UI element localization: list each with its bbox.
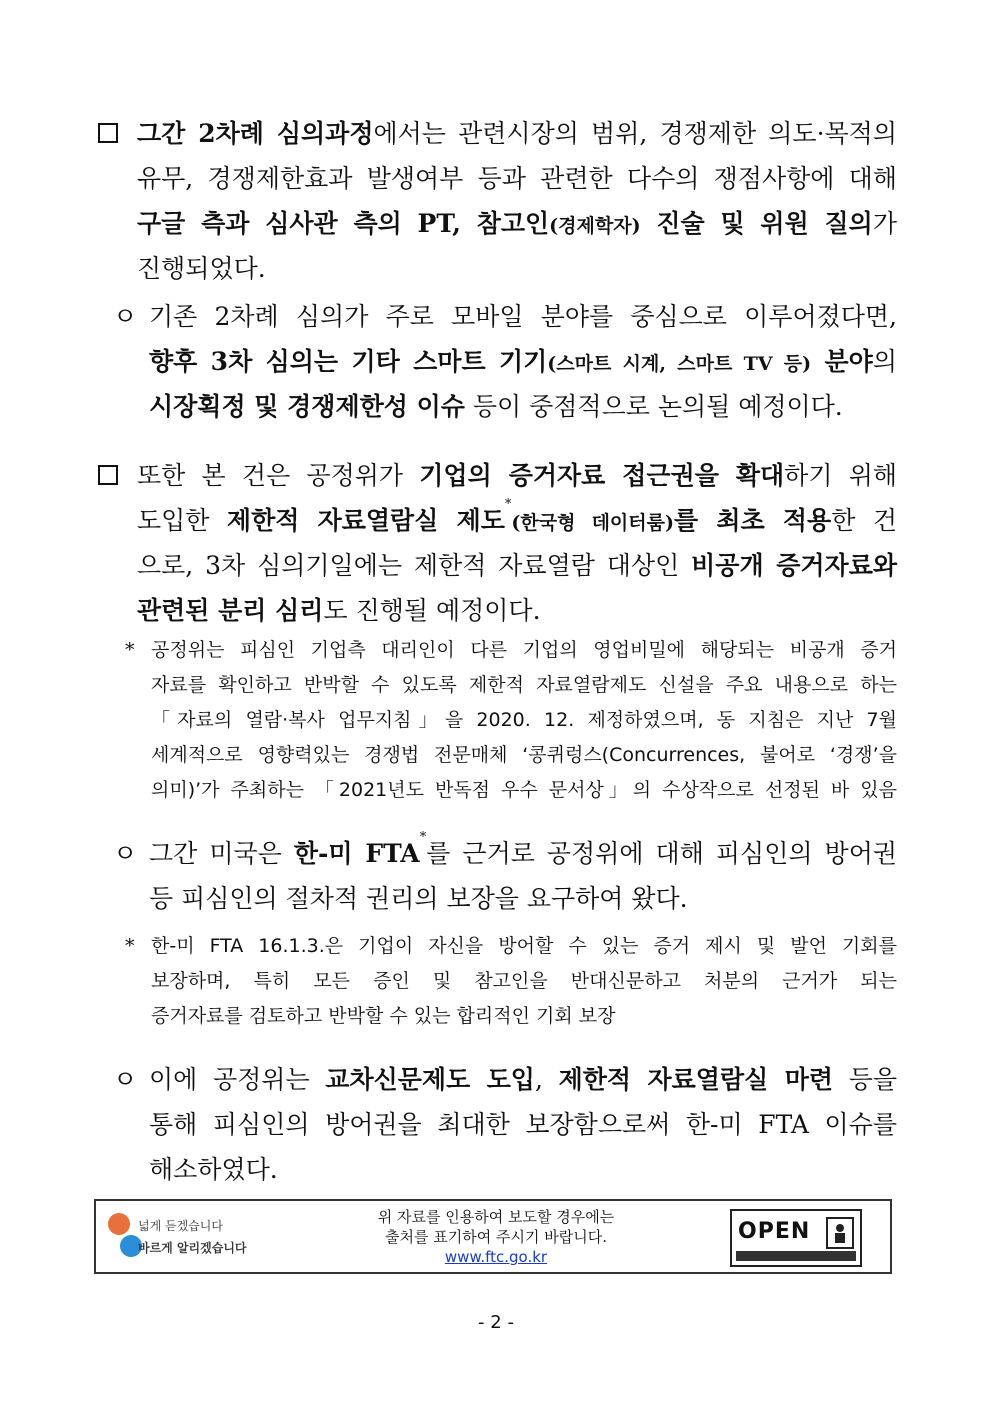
ftc-slogan-logo [108,1213,288,1263]
paragraph-3 [95,453,897,633]
note2-line: 한-미 FTA 16.1.3.은 기업이 자신을 방어할 수 있는 증거 제시 및 발언 기회를 [151,935,897,957]
p3-line-2: 도입한 제한적 자료열람실 제도*(한국형 데이터룸)를 최초 적용한 건 [137,497,897,535]
citation-footer-box [94,1199,892,1274]
open-logo-text: OPEN [738,1219,811,1244]
note1-line: 자료를 확인하고 반박할 수 있도록 제한적 자료열람제도 신설을 주요 내용으로 하는 [151,674,897,696]
bullet-circle-icon: ㅇ [113,302,138,331]
note1-line: 세계적으로 영향력있는 경쟁법 전문매체 ‘콩퀴렁스(Concurrences, 불어로 ‘경쟁’을 [151,744,897,766]
paragraph-2 [95,294,897,429]
p4-line-2: 등 피심인의 절차적 권리의 보장을 요구하여 왔다. [149,884,688,913]
p5-line-1: 이에 공정위는 교차신문제도 도입, 제한적 자료열람실 마련 등을 [149,1065,897,1094]
asterisk-marker: * [125,639,135,661]
license-bar-icon [736,1251,856,1261]
open-license-logo [730,1209,862,1267]
note2-line: 증거자료를 검토하고 반박할 수 있는 합리적인 기회 보장 [151,1005,616,1027]
page-number: - 2 - [478,1312,514,1333]
p1-line-4: 진행되었다. [137,254,266,283]
orange-circle-icon [108,1213,130,1235]
ftc-website-link[interactable]: www.ftc.go.kr [444,1248,548,1266]
p2-line-1: 기존 2차례 심의가 주로 모바일 분야를 중심으로 이루어졌다면, [149,302,897,331]
p2-line-2: 향후 3차 심의는 기타 스마트 기기(스마트 시계, 스마트 TV 등) 분야의 [149,347,897,376]
note1-line: 「자료의 열람·복사 업무지침」을 2020. 12. 제정하였으며, 동 지침은 지난 7월 [151,709,897,731]
p1-line-2: 유무, 경쟁제한효과 발생여부 등과 관련한 다수의 쟁점사항에 대해 [137,164,897,193]
paragraph-1 [95,111,897,291]
p2-line-3: 시장획정 및 경쟁제한성 이슈 등이 중점적으로 논의될 예정이다. [149,392,843,421]
footnote-2 [95,929,897,1034]
p4-line-1: 그간 미국은 한-미 FTA*를 근거로 공정위에 대해 피심인의 방어권 [149,830,897,868]
note1-line: 공정위는 피심인 기업측 대리인이 다른 기업의 영업비밀에 해당되는 비공개 증거 [151,639,897,661]
note1-line: 의미)’가 주최하는 「2021년도 반독점 우수 문서상」의 수상작으로 선정된 바 있음 [151,779,897,801]
bullet-circle-icon: ㅇ [113,839,138,868]
footnote-1 [95,633,897,808]
p3-line-1: 또한 본 건은 공정위가 기업의 증거자료 접근권을 확대하기 위해 [137,461,897,490]
checkbox-square-icon [98,123,118,143]
p1-line-3: 구글 측과 심사관 측의 PT, 참고인(경제학자) 진술 및 위원 질의가 [137,209,897,238]
asterisk-marker: * [125,935,135,957]
checkbox-square-icon [98,465,118,485]
note2-line: 보장하며, 특히 모든 증인 및 참고인을 반대신문하고 처분의 근거가 되는 [151,970,897,992]
citation-message: 위 자료를 인용하여 보도할 경우에는 출처를 표기하여 주시기 바랍니다. www.ftc.go.kr [316,1207,676,1267]
slogan-line-2: 바르게 알리겠습니다 [138,1241,247,1255]
person-icon [826,1217,854,1249]
slogan-line-1: 넓게 듣겠습니다 [138,1219,223,1233]
p5-line-2: 통해 피심인의 방어권을 최대한 보장함으로써 한-미 FTA 이슈를 [149,1110,897,1139]
paragraph-4 [95,831,897,921]
p3-line-4: 관련된 분리 심리도 진행될 예정이다. [137,596,541,625]
paragraph-5 [95,1057,897,1192]
p5-line-3: 해소하였다. [149,1155,278,1184]
bullet-circle-icon: ㅇ [113,1065,138,1094]
p3-line-3: 으로, 3차 심의기일에는 제한적 자료열람 대상인 비공개 증거자료와 [137,551,898,580]
p1-line-1: 그간 2차례 심의과정에서는 관련시장의 범위, 경쟁제한 의도·목적의 [137,119,897,148]
